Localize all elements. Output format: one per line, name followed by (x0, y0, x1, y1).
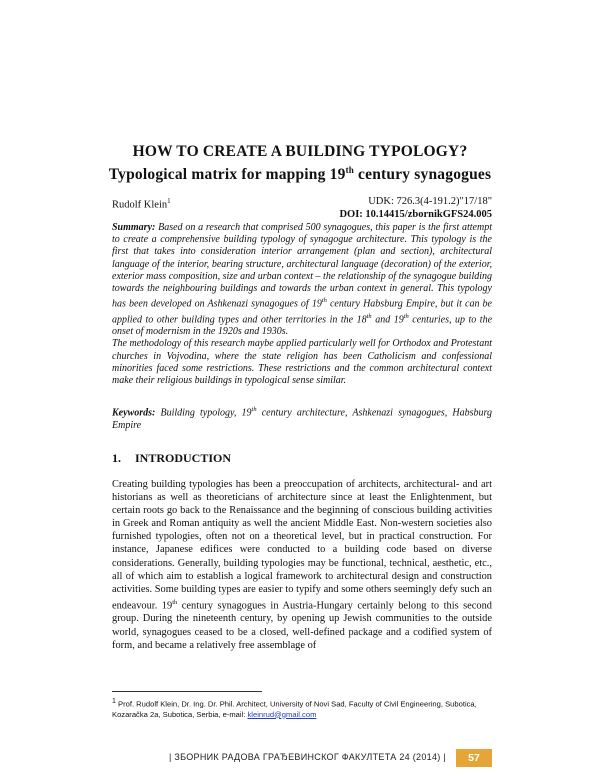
udk-code: UDK: 726.3(4-191.2)"17/18" (368, 196, 492, 207)
paper-title (60, 142, 540, 184)
section-heading (112, 451, 231, 465)
keywords-sup: th (251, 406, 257, 413)
footnote (112, 697, 492, 720)
keywords-text-b: century architecture, Ashkenazi synagogues, Habsburg Empire (112, 407, 492, 431)
abstract-paragraph-1 (112, 222, 492, 338)
author-text: Rudolf Klein (112, 199, 168, 211)
intro-text-b: century synagogues in Austria-Hungary certainly belong to this second group. During the nineteenth century, by opening up Jewish communities to the outside world, synagogues ceased to be a closed, well-defined package and a codified system of form, and became a relatively free assemblage of (112, 600, 492, 651)
author-name (112, 195, 171, 212)
title-line-2 (60, 161, 540, 184)
abstract-text-a: Based on a research that comprised 500 synagogues, this paper is the first attempt to create a comprehensive building typology of synagogue architecture. This typology is the first that takes into consideration interior arrangement (plan and section), architectural language of the interior, bearing structure, architectural language (decoration) of the exterior, exterior mass composition, size and urban context – the relationship of the synagogue building towards the neighbouring buildings and towards the urban context in general. This typology has been developed on Ashkenazi synagogues of 19 (112, 222, 492, 310)
intro-paragraph (112, 478, 492, 652)
page-number-badge: 57 (456, 749, 492, 767)
footnote-divider (112, 691, 262, 692)
doi: DOI: 10.14415/zbornikGFS24.005 (339, 209, 492, 220)
page-footer (168, 749, 492, 769)
footnote-text: Prof. Rudolf Klein, Dr. Ing. Dr. Phil. Architect, University of Novi Sad, Faculty of Civil Engineering, Subotica, Kozaračka 2a, Subotica, Serbia, e-mail: (112, 699, 477, 719)
title-line-2-tail: century synagogues (353, 166, 492, 184)
abstract-sup-3: th (403, 312, 409, 320)
footnote-email-link[interactable]: kleinrud@gmail.com (247, 709, 317, 719)
abstract-label: Summary: (112, 222, 156, 233)
keywords-text-a: Building typology, 19 (155, 407, 252, 419)
intro-text-a: Creating building typologies has been a preoccupation of architects, architectural- and art historians as well as theoreticians of architecture since at least the Enlightenment, but certain roots go back to the Renaissance and the beginning of conscious building activities in Greek and Roman antiquity as well the ancient Middle East. Non-western societies also furnished typologies, often not on a theoretical level, but in practical construction. For instance, Japanese edifices were conducted to a building code based on diverse considerations. Generally, building typologies may be functional, technical, aesthetic, etc., all of which aim to establish a logical framework to architectural design and construction activities. Some building types are easier to typify and some others seemingly defy such an endeavour. 19 (112, 479, 492, 612)
abstract-text-d: centuries, up to the onset of modernism in the 1920s and 1930s. (112, 314, 493, 338)
abstract (112, 222, 492, 387)
abstract-text-c: and 19 (371, 314, 404, 326)
intro-sup: th (172, 598, 178, 606)
author-footnote-mark: 1 (167, 197, 171, 205)
title-line-1: HOW TO CREATE A BUILDING TYPOLOGY? (132, 143, 468, 160)
title-line-2-text: Typological matrix for mapping 19 (108, 166, 346, 184)
abstract-paragraph-2: The methodology of this research maybe applied particularly well for Orthodox and Protestant churches in Vojvodina, where the state religion has been Catholicism and confessional minorities faced some restrictions. These restrictions and the common architectural context make their religious buildings in typological sense similar. (112, 338, 492, 387)
title-superscript: th (345, 165, 354, 175)
section-number: 1. (112, 451, 121, 465)
abstract-sup-1: th (321, 297, 327, 305)
introduction-body (112, 478, 492, 652)
keywords (112, 404, 492, 432)
abstract-text-b: century Habsburg Empire, but it can be applied to other building types and other territories in the 18 (112, 298, 492, 326)
journal-name: | ЗБОРНИК РАДОВА ГРАЂЕВИНСКОГ ФАКУЛТЕТА 24 (2014) | (168, 752, 446, 762)
keywords-label: Keywords: (112, 407, 156, 419)
section-title: INTRODUCTION (135, 451, 232, 465)
footnote-mark: 1 (112, 698, 116, 705)
abstract-sup-2: th (366, 312, 372, 320)
